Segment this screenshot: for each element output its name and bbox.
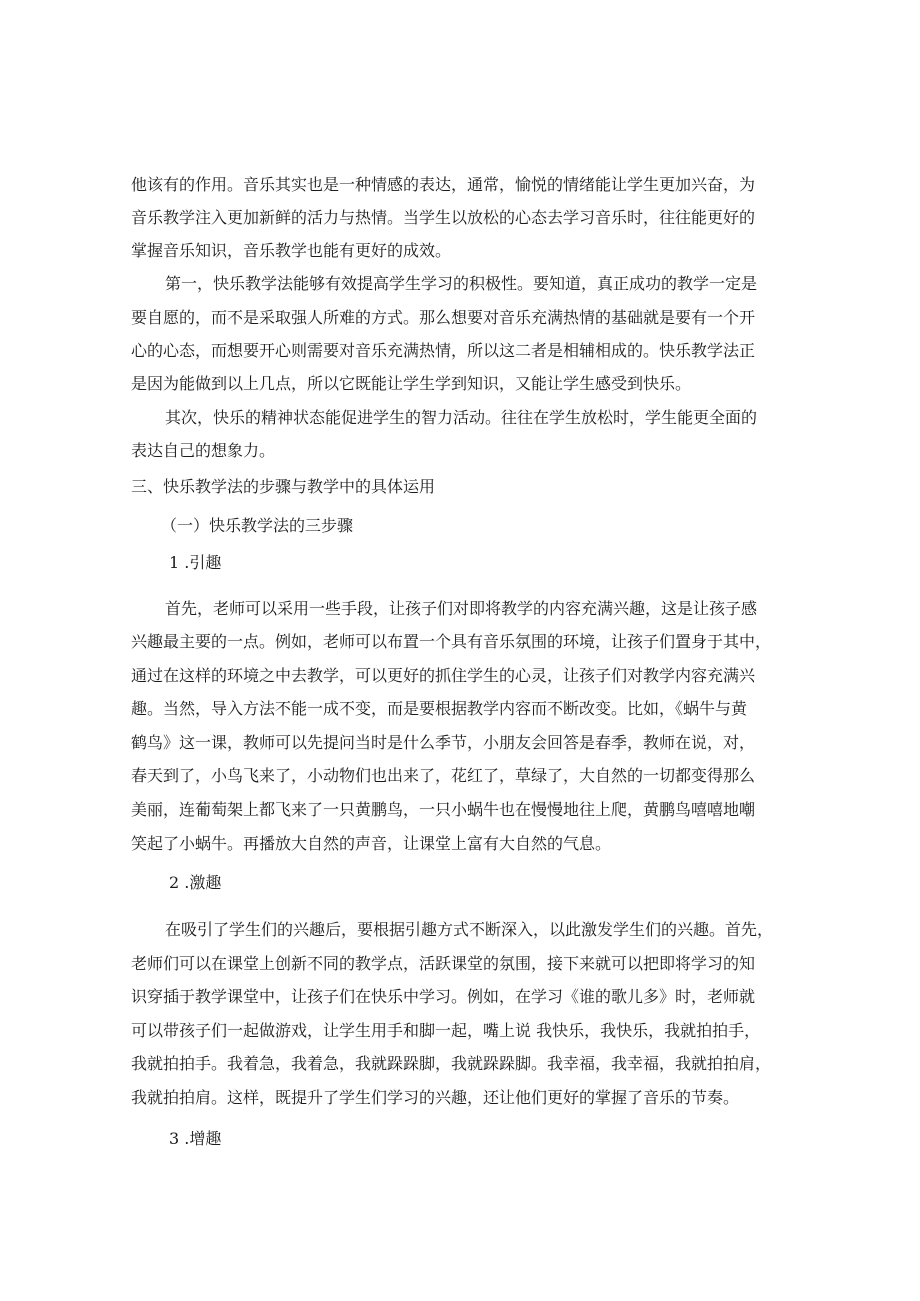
paragraph-line: 表达自己的想象力。: [131, 441, 276, 460]
paragraph-line: 识穿插于教学课堂中，让孩子们在快乐中学习。例如，在学习《谁的歌儿多》时，老师就: [131, 987, 756, 1006]
step-heading: 1 .引趣: [169, 553, 222, 572]
paragraph-line: 音乐教学注入更加新鲜的活力与热情。当学生以放松的心态去学习音乐时，往往能更好的: [131, 208, 756, 227]
subsection-heading: （一）快乐教学法的三步骤: [161, 516, 354, 535]
paragraph-line: 其次，快乐的精神状态能促进学生的智力活动。往往在学生放松时，学生能更全面的: [165, 408, 758, 427]
paragraph-line: 通过在这样的环境之中去教学，可以更好的抓住学生的心灵，让孩子们对教学内容充满兴: [131, 666, 756, 685]
step-heading: 3 .增趣: [169, 1129, 222, 1148]
paragraph-line: 鹤鸟》这一课，教师可以先提问当时是什么季节，小朋友会回答是春季，教师在说，对，: [131, 733, 756, 752]
paragraph-line: 笑起了小蜗牛。再播放大自然的声音，让课堂上富有大自然的气息。: [131, 834, 612, 853]
paragraph-line: 要自愿的，而不是采取强人所难的方式。那么想要对音乐充满热情的基础就是要有一个开: [131, 308, 756, 327]
paragraph-line: 掌握音乐知识，音乐教学也能有更好的成效。: [131, 241, 452, 260]
paragraph-line: 心的心态，而想要开心则需要对音乐充满热情，所以这二者是相辅相成的。快乐教学法正: [131, 341, 756, 360]
paragraph-line: 第一，快乐教学法能够有效提高学生学习的积极性。要知道，真正成功的教学一定是: [165, 274, 758, 293]
paragraph-line: 可以带孩子们一起做游戏，让学生用手和脚一起，嘴上说 我快乐，我快乐，我就拍拍手，: [131, 1021, 761, 1040]
paragraph-line: 美丽，连葡萄架上都飞来了一只黄鹏鸟，一只小蜗牛也在慢慢地往上爬，黄鹏鸟嘻嘻地嘲: [131, 800, 756, 819]
step-heading: 2 .激趣: [169, 873, 222, 892]
paragraph-line: 他该有的作用。音乐其实也是一种情感的表达，通常，愉悦的情绪能让学生更加兴奋，为: [131, 175, 756, 194]
paragraph-line: 是因为能做到以上几点，所以它既能让学生学到知识，又能让学生感受到快乐。: [131, 374, 692, 393]
paragraph-line: 在吸引了学生们的兴趣后，要根据引趣方式不断深入，以此激发学生们的兴趣。首先，: [165, 920, 774, 939]
paragraph-line: 趣。当然，导入方法不能一成不变，而是要根据教学内容而不断改变。比如，《蜗牛与黄: [131, 699, 748, 718]
paragraph-line: 春天到了，小鸟飞来了，小动物们也出来了，花红了，草绿了，大自然的一切都变得那么: [131, 766, 756, 785]
paragraph-line: 我就拍拍手。我着急，我着急，我就跺跺脚，我就跺跺脚。我幸福，我幸福，我就拍拍肩，: [131, 1054, 772, 1073]
paragraph-line: 我就拍拍肩。这样，既提升了学生们学习的兴趣，还让他们更好的掌握了音乐的节奏。: [131, 1088, 740, 1107]
section-heading: 三、快乐教学法的步骤与教学中的具体运用: [131, 477, 436, 496]
paragraph-line: 兴趣最主要的一点。例如，老师可以布置一个具有音乐氛围的环境，让孩子们置身于其中，: [131, 632, 772, 651]
paragraph-line: 首先，老师可以采用一些手段，让孩子们对即将教学的内容充满兴趣，这是让孩子感: [165, 599, 758, 618]
paragraph-line: 老师们可以在课堂上创新不同的教学点，活跃课堂的氛围，接下来就可以把即将学习的知: [131, 954, 756, 973]
